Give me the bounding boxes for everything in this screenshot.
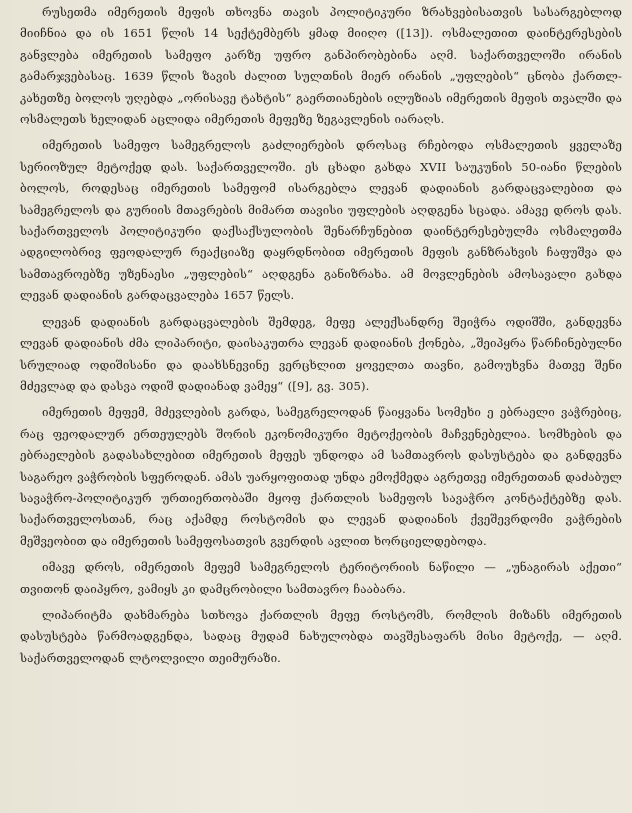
paragraph-6: ლიპარიტმა დახმარება სთხოვა ქართლის მეფე როსტომს, რომლის მიზანს იმერეთის დასუსტება წარმოადგენდა, სადაც მუდამ ნახულობდა თავშესაფარს მისი მეტოქე, — აღმ. საქართველოდან ლტოლვილი თეიმურაზი. bbox=[20, 607, 622, 665]
paragraph-3: ლევან დადიანის გარდაცვალების შემდეგ, მეფე ალექსანდრე შეიჭრა ოდიშში, განდევნა ლევან დადიანის ძმა ლიპარიტი, დაისაკუთრა ლევან დადიანის ქონება, „შეიპყრა წარჩინებულნი სრულიად ოდიშისანი და დაახსნევინე ვერცხლით ყოველთა თავნი, გამოუხვნა მათვე შენი მძევლად და დასვა ოდიშ დადიანად ვამეყ“ ([9], გვ. 305). bbox=[20, 314, 622, 393]
paragraph-5: იმავე დროს, იმერეთის მეფემ სამეგრელოს ტერიტორიის ნაწილი — „უნაგირას აქეთი“ თვითონ დაიპყრო, ვამიყს კი დამცრობილი სამთავრო ჩააბარა. bbox=[20, 560, 622, 596]
paragraph-4: იმერეთის მეფემ, მძევლების გარდა, სამეგრელოდან წაიყვანა სომეხი ე ებრაელი ვაჭრებიც, რაც ფეოდალურ ერთეულებს შორის ეკონომიკური მეტოქეობის მაჩვენებელია. სომხების და ებრაელების გადასახლებით იმერეთის მეფეს უნდოდა ამ სამთავროს დასუსტება და განდევნა საგარეო ვაჭრობის სფეროდან. ამას უარყოფითად უნდა ემოქმედა აგრეთვე იმერეთთან დაძაბულ სავაჭრო-პოლიტიკურ ურთიერთობაში მყოფ ქართლის სამეფოს სავაჭრო კონტაქტებზე დას. საქართველოსთან, რაც აქამდე როსტომის და ლევან დადიანის ქვეშევრდომი ვაჭრების მეშვეობით და იმერეთის სამეფოსათვის გვერდის ავლით ხორციელდებოდა. bbox=[20, 405, 622, 548]
paragraph-2: იმერეთის სამეფო სამეგრელოს გაძლიერების დროსაც რჩებოდა ოსმალეთის ყველაზე სერიოზულ მეტოქედ დას. საქართველოში. ეს ცხადი გახდა XVII საუკუნის 50-იანი წლების ბოლოს, როდესაც იმერეთის სამეფომ ისარგებლა ლევან დადიანის გარდაცვალებით და სამეგრელოს და გურიის მთავრების მიმართ თავისი უფლების აღდგენა სცადა. ამავე დროს დას. საქართველოს პოლიტიკური დაქსაქსულობის შენარჩუნებით დაინტერესებულმა ოსმალეთმა ადგილობრივ ფეოდალურ რეაქციაზე დაყრდნობით იმერეთის მეფის განზრახვის ჩაფუშვა და სამთავროებზე უზენაესი „უფლების“ აღდგენა განიზრახა. ამ მოვლენების ამოსავალი გახდა ლევან დადიანის გარდაცვალება 1657 წელს. bbox=[20, 138, 622, 303]
paragraph-1: რუსეთმა იმერეთის მეფის თხოვნა თავის პოლიტიკური ზრახვებისათვის სასარგებლოდ მიიჩნია და ის 1651 წლის 14 სექტემბერს ყმად მიიღო ([13]). ოსმალეთით დაინტერესების განვლება იმერეთის სამეფო კარზე უფრო განპირობებინა აღმ. საქართველოში ირანის გამარჯვებასაც. 1639 წლის ზავის ძალით სულთნის მიერ ირანის „უფლების“ ცნობა ქართლ-კახეთზე ბოლოს უღებდა „ორისავე ტახტის“ გაერთიანების ილუზიას იმერეთის მეფის თვალში და ოსმალეთს ხელიდან აცლიდა იმერეთის მეფეზე ზეგავლენის იარაღს. bbox=[20, 5, 622, 127]
